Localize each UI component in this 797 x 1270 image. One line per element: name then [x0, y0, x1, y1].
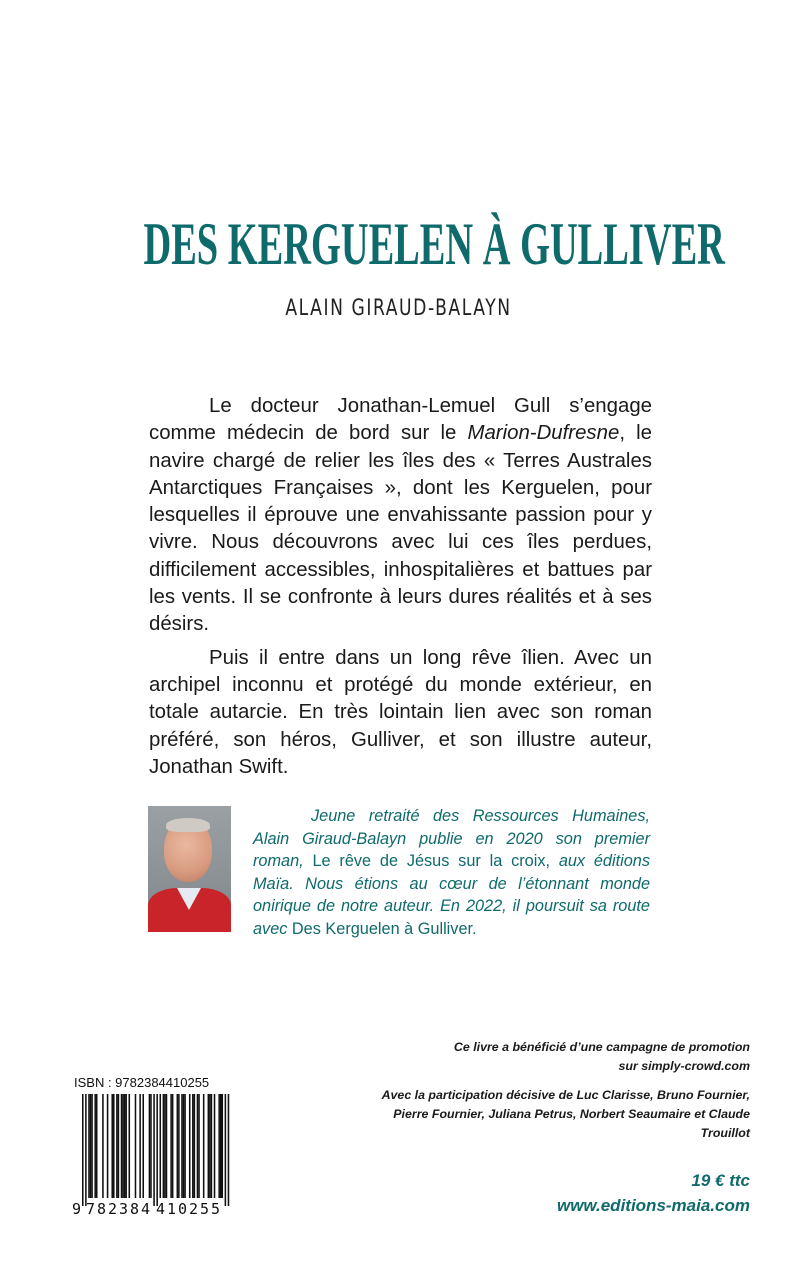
- barcode-bar: [116, 1094, 118, 1198]
- barcode-bar: [203, 1094, 205, 1198]
- barcode-bar: [218, 1094, 220, 1198]
- barcode-bar: [178, 1094, 180, 1198]
- barcode-bar: [124, 1094, 126, 1198]
- barcode-bar: [94, 1094, 96, 1198]
- barcode-bar: [166, 1094, 168, 1198]
- barcode-bar: [194, 1094, 196, 1198]
- bio-book-title-2: Des Kerguelen à Gulliver.: [291, 919, 477, 938]
- barcode-bar: [214, 1094, 216, 1198]
- barcode-bar: [125, 1094, 127, 1198]
- barcode-bar: [160, 1094, 162, 1198]
- barcode-bar: [228, 1094, 230, 1206]
- barcode-bar: [156, 1094, 158, 1206]
- author-bio: Jeune retraité des Ressources Humaines, Alain Giraud-Balayn publie en 2020 son premier roman, Le rêve de Jésus sur la croix, aux éditions Maïa. Nous étions au cœur de l’étonnant monde onirique de notre auteur. En 2022, il poursuit sa route avec Des Kerguelen à Gulliver.: [253, 807, 650, 938]
- barcode-bar: [150, 1094, 152, 1198]
- barcode-bar: [181, 1094, 183, 1198]
- barcode-bar: [183, 1094, 185, 1198]
- book-title: DES KERGUELEN À GULLIVER: [143, 211, 725, 277]
- barcode-bar: [189, 1094, 191, 1198]
- barcode-bar: [122, 1094, 124, 1198]
- barcode-bar: [85, 1094, 87, 1206]
- barcode-right-digits: 410255: [156, 1200, 220, 1218]
- barcode-bar: [107, 1094, 109, 1198]
- barcode-bar: [184, 1094, 186, 1198]
- barcode-bar: [118, 1094, 120, 1198]
- barcode-bar: [220, 1094, 222, 1198]
- barcode-bar: [177, 1094, 179, 1198]
- barcode-bar: [129, 1094, 131, 1198]
- barcode-bar: [192, 1094, 194, 1198]
- blurb-paragraph-1: Le docteur Jonathan-Lemuel Gull s’engage comme médecin de bord sur le Marion-Dufresne, le navire chargé de relier les îles des « Terres Australes Antarctiques Françaises », dont les Kerguelen, pour lesquelles il éprouve une envahissante passion pour y vivre. Nous découvrons avec lui ces îles perdues, difficilement accessibles, inhospitalières et battues par les vents. Il se confronte à leurs dures réalités et à ses désirs.: [149, 395, 652, 636]
- back-cover-blurb: [149, 393, 652, 787]
- barcode-bar: [96, 1094, 98, 1198]
- author-photo-hair: [166, 818, 210, 832]
- barcode-first-digit: 9: [72, 1200, 82, 1218]
- barcode-bar: [208, 1094, 210, 1198]
- blurb-paragraph-2: Puis il entre dans un long rêve îlien. Avec un archipel inconnu et protégé du monde extérieur, en totale autarcie. En très lointain lien avec son roman préféré, son héros, Gulliver, et son illustre auteur, Jonathan Swift.: [149, 646, 652, 778]
- barcode-bar: [222, 1094, 224, 1198]
- author-photo-sweater: [148, 888, 231, 932]
- author-photo: [148, 806, 231, 932]
- barcode-bar: [170, 1094, 172, 1198]
- barcode-bar: [197, 1094, 199, 1198]
- barcode-bar: [211, 1094, 213, 1198]
- barcode-bar: [82, 1094, 84, 1206]
- barcode-bar: [142, 1094, 144, 1198]
- barcode-bar: [102, 1094, 104, 1198]
- barcode-bar: [121, 1094, 123, 1198]
- barcode-left-digits: 782384: [86, 1200, 150, 1218]
- author-name: ALAIN GIRAUD-BALAYN: [285, 296, 512, 321]
- promotion-note: [380, 1038, 750, 1153]
- barcode-bar: [153, 1094, 155, 1206]
- barcode-bar: [139, 1094, 141, 1198]
- barcode-bar: [198, 1094, 200, 1198]
- ship-name: Marion-Dufresne: [467, 422, 620, 445]
- barcode-bar: [135, 1094, 137, 1198]
- barcode-bar: [209, 1094, 211, 1198]
- barcode-bars: [82, 1094, 229, 1206]
- barcode-bar: [113, 1094, 115, 1198]
- barcode-bar: [163, 1094, 165, 1198]
- promotion-credits: Avec la participation décisive de Luc Clarisse, Bruno Fournier, Pierre Fournier, Juliana Petrus, Norbert Seaumaire et Claude Trouillot: [381, 1088, 750, 1140]
- barcode-bar: [91, 1094, 93, 1198]
- isbn-label: ISBN : 9782384410255: [74, 1075, 210, 1090]
- price: 19 € ttc: [691, 1171, 750, 1190]
- barcode-bar: [164, 1094, 166, 1198]
- isbn-barcode: [66, 1092, 232, 1218]
- barcode-bar: [149, 1094, 151, 1198]
- barcode-bar: [172, 1094, 174, 1198]
- promotion-line-1: Ce livre a bénéficié d’une campagne de promotion: [453, 1040, 750, 1054]
- bio-book-title-1: Le rêve de Jésus sur la croix,: [312, 852, 550, 870]
- barcode-bar: [88, 1094, 90, 1198]
- barcode-bar: [90, 1094, 92, 1198]
- barcode-bar: [225, 1094, 227, 1206]
- publisher-website[interactable]: www.editions-maia.com: [556, 1196, 750, 1215]
- barcode-bar: [111, 1094, 113, 1198]
- promotion-line-2: sur simply-crowd.com: [618, 1059, 750, 1073]
